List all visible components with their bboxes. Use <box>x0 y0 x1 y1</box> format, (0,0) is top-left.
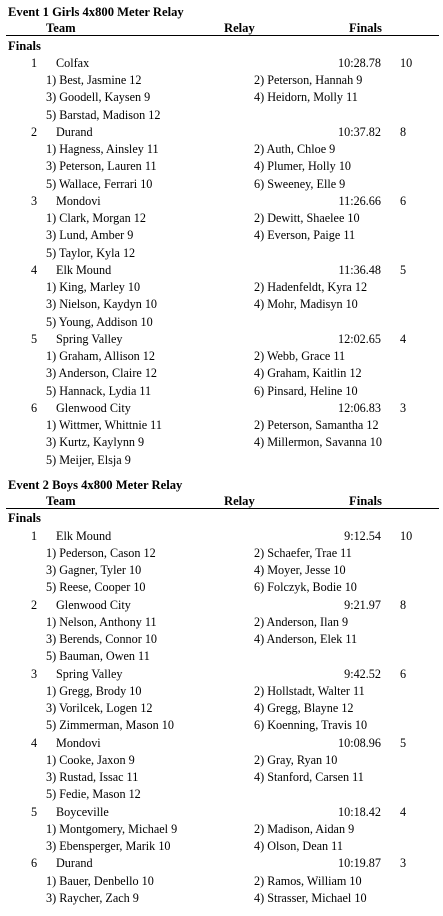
team-result-row <box>0 597 443 614</box>
points: 3 <box>400 856 407 871</box>
finals-time: 9:12.54 <box>344 528 381 543</box>
runner: 1) Best, Jasmine 12 <box>46 73 142 87</box>
finals-time: 9:42.52 <box>344 666 381 681</box>
team-result-row <box>0 193 443 210</box>
points: 5 <box>400 262 407 277</box>
runner: 1) Bauer, Denbello 10 <box>46 873 154 888</box>
team-name: Durand <box>56 856 93 871</box>
finals-time: 10:19.87 <box>338 856 381 871</box>
place: 4 <box>31 262 38 277</box>
runner: 5) Barstad, Madison 12 <box>46 107 161 122</box>
place: 4 <box>31 735 38 750</box>
runner: 1) Wittmer, Whittnie 11 <box>46 418 162 432</box>
runner-row <box>0 838 443 855</box>
runner-row <box>0 245 443 262</box>
team-result-row <box>0 528 443 545</box>
runner-row <box>0 141 443 158</box>
points: 6 <box>400 193 407 208</box>
finals-time: 10:08.96 <box>338 735 381 750</box>
points: 10 <box>400 55 413 70</box>
runner: 5) Wallace, Ferrari 10 <box>46 176 153 191</box>
runner-row <box>0 769 443 786</box>
runner-row <box>0 314 443 331</box>
runner: 3) Goodell, Kaysen 9 <box>46 90 151 105</box>
place: 6 <box>31 856 38 871</box>
runner-row <box>0 631 443 648</box>
runner: 1) Cooke, Jaxon 9 <box>46 752 135 767</box>
points: 8 <box>400 597 407 612</box>
finals-column-header: Finals <box>349 21 382 36</box>
runner: 1) Graham, Allison 12 <box>46 349 155 363</box>
place: 1 <box>31 55 38 70</box>
runner-row <box>0 227 443 244</box>
runner: 5) Young, Addison 10 <box>46 314 153 329</box>
finals-time: 12:02.65 <box>338 331 381 346</box>
runner: 1) King, Marley 10 <box>46 280 141 294</box>
runner-row <box>0 786 443 803</box>
team-name: Spring Valley <box>56 666 123 681</box>
runner: 3) Vorilcek, Logen 12 <box>46 701 153 715</box>
place: 3 <box>31 666 38 681</box>
runner-row <box>0 717 443 734</box>
runner-row <box>0 579 443 596</box>
event-title-text: Event 2 Boys 4x800 Meter Relay <box>8 477 183 492</box>
runner: 6) Koenning, Travis 10 <box>254 718 368 733</box>
points: 6 <box>400 666 407 681</box>
runner-row <box>0 158 443 175</box>
runner: 3) Gagner, Tyler 10 <box>46 563 142 577</box>
points: 4 <box>400 804 407 819</box>
runner-row <box>0 210 443 227</box>
runner: 5) Hannack, Lydia 11 <box>46 383 152 398</box>
runner: 2) Schaefer, Trae 11 <box>254 545 352 560</box>
round-label-text: Finals <box>8 511 41 526</box>
place: 6 <box>31 400 38 415</box>
runner: 4) Gregg, Blayne 12 <box>254 701 354 715</box>
runner: 4) Graham, Kaitlin 12 <box>254 366 362 381</box>
team-column-header: Team <box>46 21 76 36</box>
runner-row <box>0 89 443 106</box>
team-result-row <box>0 124 443 141</box>
team-result-row <box>0 855 443 872</box>
runner: 4) Mohr, Madisyn 10 <box>254 297 358 312</box>
runner-row <box>0 176 443 193</box>
runner-row <box>0 417 443 434</box>
runner: 4) Everson, Paige 11 <box>254 228 356 243</box>
runner: 4) Moyer, Jesse 10 <box>254 563 346 577</box>
finals-time: 10:18.42 <box>338 804 381 819</box>
team-result-row <box>0 804 443 821</box>
runner-row <box>0 434 443 451</box>
runner-row <box>0 545 443 562</box>
event-title <box>0 4 443 21</box>
runner: 4) Anderson, Elek 11 <box>254 632 358 646</box>
runner: 1) Nelson, Anthony 11 <box>46 614 157 629</box>
runner: 4) Stanford, Carsen 11 <box>254 770 364 784</box>
finals-time: 9:21.97 <box>344 597 381 612</box>
runner-row <box>0 700 443 717</box>
runner-row <box>0 873 443 890</box>
finals-time: 10:28.78 <box>338 55 381 70</box>
runner: 3) Raycher, Zach 9 <box>46 890 139 905</box>
runner: 1) Hagness, Ainsley 11 <box>46 142 159 156</box>
event-title <box>0 477 443 494</box>
runner: 2) Dewitt, Shaelee 10 <box>254 211 360 225</box>
runner: 1) Gregg, Brody 10 <box>46 683 142 698</box>
finals-time: 12:06.83 <box>338 400 381 415</box>
runner: 3) Kurtz, Kaylynn 9 <box>46 435 145 450</box>
runner: 5) Fedie, Mason 12 <box>46 787 141 802</box>
runner-row <box>0 452 443 469</box>
runner: 3) Ebensperger, Marik 10 <box>46 839 171 853</box>
runner-row <box>0 365 443 382</box>
team-result-row <box>0 666 443 683</box>
runner-row <box>0 648 443 665</box>
runner: 2) Madison, Aidan 9 <box>254 821 355 836</box>
team-name: Mondovi <box>56 193 101 208</box>
runner: 2) Peterson, Samantha 12 <box>254 418 379 432</box>
relay-column-header: Relay <box>224 494 255 508</box>
points: 3 <box>400 400 407 415</box>
runner: 1) Montgomery, Michael 9 <box>46 821 178 836</box>
runner: 4) Strasser, Michael 10 <box>254 890 367 905</box>
runner: 3) Rustad, Issac 11 <box>46 770 139 784</box>
runner: 5) Zimmerman, Mason 10 <box>46 718 174 733</box>
runner-row <box>0 752 443 769</box>
runner: 2) Hadenfeldt, Kyra 12 <box>254 280 368 294</box>
points: 4 <box>400 331 407 346</box>
team-column-header: Team <box>46 494 76 508</box>
runner: 2) Hollstadt, Walter 11 <box>254 683 365 698</box>
team-result-row <box>0 400 443 417</box>
runner: 4) Heidorn, Molly 11 <box>254 90 358 105</box>
team-name: Glenwood City <box>56 400 131 415</box>
runner-row <box>0 890 443 907</box>
runner: 5) Bauman, Owen 11 <box>46 649 150 664</box>
runner-row <box>0 107 443 124</box>
team-name: Elk Mound <box>56 262 112 277</box>
place: 5 <box>31 804 38 819</box>
runner: 4) Olson, Dean 11 <box>254 839 343 853</box>
runner-row <box>0 683 443 700</box>
points: 8 <box>400 124 407 139</box>
team-name: Spring Valley <box>56 331 123 346</box>
runner: 5) Taylor, Kyla 12 <box>46 245 136 260</box>
team-name: Colfax <box>56 55 90 70</box>
team-name: Boyceville <box>56 804 109 819</box>
runner: 3) Berends, Connor 10 <box>46 632 158 646</box>
place: 5 <box>31 331 38 346</box>
runner: 2) Anderson, Ilan 9 <box>254 614 349 629</box>
runner: 5) Reese, Cooper 10 <box>46 580 146 595</box>
runner: 6) Sweeney, Elle 9 <box>254 176 346 191</box>
runner: 6) Pinsard, Heline 10 <box>254 383 358 398</box>
points: 5 <box>400 735 407 750</box>
place: 2 <box>31 597 38 612</box>
team-name: Mondovi <box>56 735 101 750</box>
runner: 3) Anderson, Claire 12 <box>46 366 158 381</box>
header-divider <box>6 508 439 509</box>
runner: 2) Gray, Ryan 10 <box>254 752 338 767</box>
runner-row <box>0 562 443 579</box>
header-divider <box>6 35 439 36</box>
finals-time: 11:36.48 <box>338 262 381 277</box>
runner: 2) Peterson, Hannah 9 <box>254 73 363 87</box>
runner-row <box>0 614 443 631</box>
team-name: Elk Mound <box>56 528 112 543</box>
runner: 3) Lund, Amber 9 <box>46 228 134 243</box>
finals-time: 11:26.66 <box>338 193 381 208</box>
runner: 5) Meijer, Elsja 9 <box>46 452 131 467</box>
runner: 6) Folczyk, Bodie 10 <box>254 580 357 595</box>
team-result-row <box>0 55 443 72</box>
runner: 2) Auth, Chloe 9 <box>254 142 336 156</box>
event-title-text: Event 1 Girls 4x800 Meter Relay <box>8 5 184 19</box>
finals-time: 10:37.82 <box>338 124 381 139</box>
finals-column-header: Finals <box>349 494 382 508</box>
place: 1 <box>31 528 38 543</box>
runner: 3) Nielson, Kaydyn 10 <box>46 297 158 312</box>
runner: 4) Millermon, Savanna 10 <box>254 435 382 450</box>
runner: 1) Clark, Morgan 12 <box>46 211 146 225</box>
team-result-row <box>0 735 443 752</box>
runner-row <box>0 348 443 365</box>
runner: 2) Webb, Grace 11 <box>254 349 346 363</box>
runner-row <box>0 383 443 400</box>
round-label-text: Finals <box>8 38 41 53</box>
runner-row <box>0 72 443 89</box>
round-label <box>0 510 443 527</box>
runner: 2) Ramos, William 10 <box>254 873 362 888</box>
points: 10 <box>400 528 413 543</box>
place: 2 <box>31 124 38 139</box>
runner-row <box>0 279 443 296</box>
team-name: Glenwood City <box>56 597 131 612</box>
runner: 3) Peterson, Lauren 11 <box>46 159 157 174</box>
place: 3 <box>31 193 38 208</box>
team-name: Durand <box>56 124 93 139</box>
team-result-row <box>0 331 443 348</box>
relay-column-header: Relay <box>224 21 255 36</box>
team-result-row <box>0 262 443 279</box>
round-label <box>0 38 443 55</box>
runner: 4) Plumer, Holly 10 <box>254 159 352 174</box>
runner-row <box>0 296 443 313</box>
runner-row <box>0 821 443 838</box>
runner: 1) Pederson, Cason 12 <box>46 545 156 560</box>
